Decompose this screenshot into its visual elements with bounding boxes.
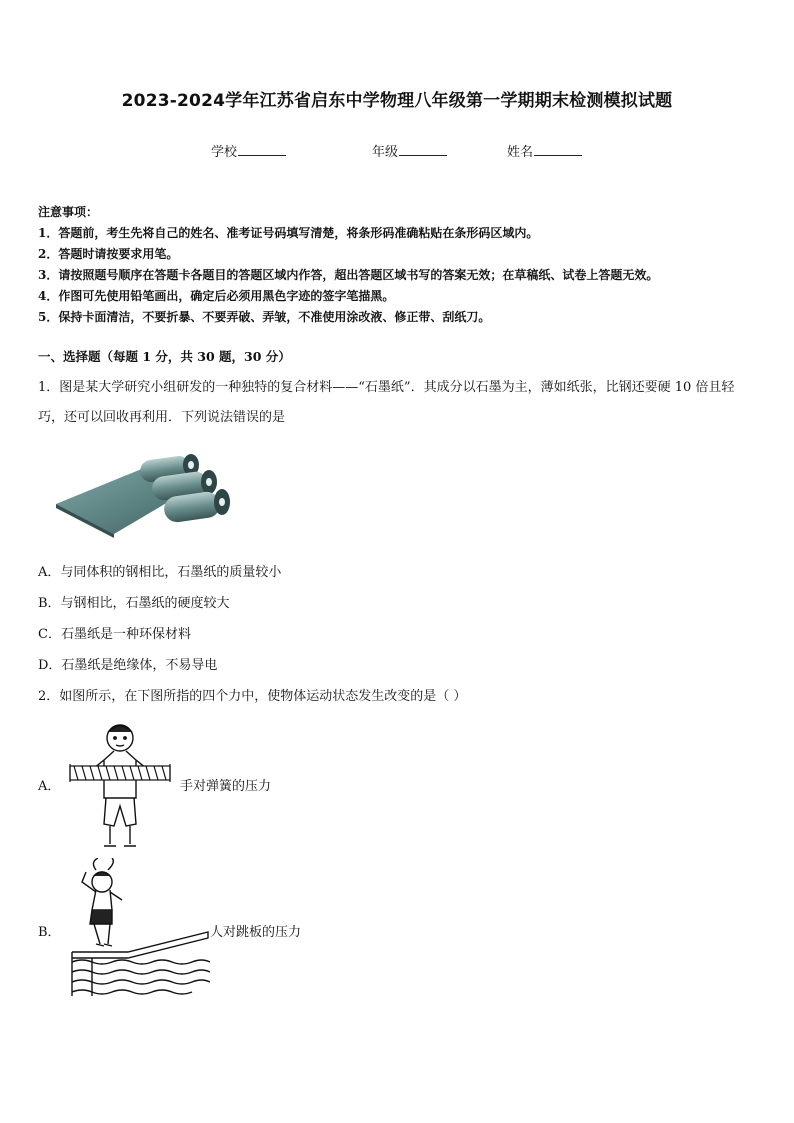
graphite-paper-rolls-icon [52,452,232,540]
name-label: 姓名 [507,145,534,160]
page-title: 2023-2024学年江苏省启东中学物理八年级第一学期期末检测模拟试题 [121,91,673,111]
section-title: 一、选择题（每题 1 分，共 30 题，30 分） [38,349,291,364]
figure-a-letter: A． [38,779,61,794]
name-blank [534,142,582,156]
notes-section [38,202,768,328]
question-1-stem: 1．图是某大学研究小组研发的一种独特的复合材料——“石墨纸”．其成分以石墨为主，薄如纸张，比钢还要硬 10 倍且轻巧，还可以回收再利用．下列说法错误的是 [38,380,735,425]
option-a: A．与同体积的钢相比，石墨纸的质量较小 [38,565,282,580]
note-item: 4．作图可先使用铅笔画出，确定后必须用黑色字迹的签字笔描黑。 [38,289,395,303]
grade-label: 年级 [372,145,399,160]
note-item: 3．请按照题号顺序在答题卡各题目的答题区域内作答，超出答题区域书写的答案无效；在草稿纸、试卷上答题无效。 [38,268,659,282]
figure-b-letter: B． [38,925,61,940]
option-c: C．石墨纸是一种环保材料 [38,627,191,642]
note-item: 5．保持卡面清洁，不要折暴、不要弄破、弄皱，不准使用涂改液、修正带、刮纸刀。 [38,310,491,324]
diver-on-springboard-icon [68,858,210,996]
note-item: 2．答题时请按要求用笔。 [38,247,179,261]
grade-field [372,141,447,160]
person-compressing-spring-icon [64,716,176,852]
grade-blank [399,142,447,156]
figure-b-caption: 人对跳板的压力 [210,925,302,940]
figure-a-caption: 手对弹簧的压力 [180,779,272,794]
school-blank [238,142,286,156]
school-label: 学校 [211,145,238,160]
option-b: B．与钢相比，石墨纸的硬度较大 [38,596,230,611]
student-info-row [0,141,794,161]
question-2-stem: 2．如图所示，在下图所指的四个力中，使物体运动状态发生改变的是（ ） [38,689,467,704]
name-field [507,141,582,160]
notes-heading: 注意事项： [38,205,99,219]
note-item: 1．答题前，考生先将自己的姓名、准考证号码填写清楚，将条形码准确粘贴在条形码区域内。 [38,226,539,240]
option-d: D．石墨纸是绝缘体，不易导电 [38,658,218,673]
school-field [211,141,286,160]
